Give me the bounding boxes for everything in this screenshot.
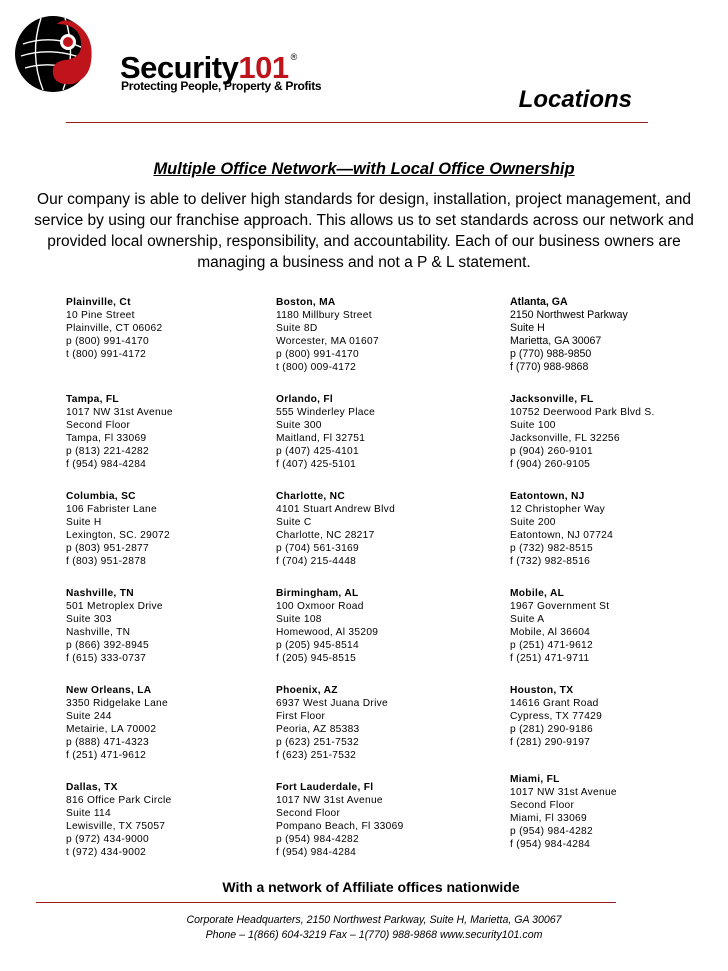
office-detail-line: 100 Oxmoor Road [276,601,364,612]
brand-tagline: Protecting People, Property & Profits [121,79,322,93]
office-name: New Orleans, LA [66,685,152,696]
office-detail-line: p (623) 251-7532 [276,737,359,748]
title-divider [66,122,648,123]
office-detail-line: p (866) 392-8945 [66,640,149,651]
affiliate-tagline: With a network of Affiliate offices nationwide [222,879,520,895]
office-name: Phoenix, AZ [276,685,338,696]
office-detail-line: Second Floor [276,808,341,819]
office-detail-line: 10752 Deerwood Park Blvd S. [510,407,655,418]
office-detail-line: Worcester, MA 01607 [276,336,379,347]
office-detail-line: Miami, Fl 33069 [510,813,587,824]
office-name: Plainville, Ct [66,297,131,308]
office-detail-line: t (800) 991-4172 [66,349,147,360]
office-detail-line: 501 Metroplex Drive [66,601,163,612]
office-detail-line: 1967 Government St [510,601,610,612]
office-detail-line: Suite 300 [276,420,322,431]
office-detail-line: 1017 NW 31st Avenue [510,787,617,798]
office-detail-line: Suite 303 [66,614,112,625]
office-detail-line: p (803) 951-2877 [66,543,149,554]
office-detail-line: Suite H [66,517,102,528]
office-detail-line: f (904) 260-9105 [510,459,591,470]
office-detail-line: f (954) 984-4284 [66,459,147,470]
office-detail-line: Maitland, Fl 32751 [276,433,366,444]
office-detail-line: p (954) 984-4282 [276,834,359,845]
office-location [66,393,173,471]
office-detail-line: Suite 114 [66,808,111,819]
office-detail-line: Jacksonville, FL 32256 [510,433,620,444]
brand-name-number: 101 [238,50,289,85]
office-detail-line: Marietta, GA 30067 [510,335,602,347]
office-location [66,684,168,762]
office-detail-line: Tampa, Fl 33069 [66,433,147,444]
office-detail-line: Peoria, AZ 85383 [276,724,360,735]
office-detail-line: 816 Office Park Circle [66,795,172,806]
office-detail-line: f (954) 984-4284 [276,847,357,858]
office-location [66,781,172,859]
office-location [276,393,375,471]
office-detail-line: 106 Fabrister Lane [66,504,157,515]
office-name: Dallas, TX [66,782,118,793]
office-detail-line: f (407) 425-5101 [276,459,357,470]
office-detail-line: p (281) 290-9186 [510,724,593,735]
office-detail-line: 2150 Northwest Parkway [510,309,628,321]
office-detail-line: Suite 100 [510,420,556,431]
office-name: Birmingham, AL [276,588,359,599]
office-detail-line: p (813) 221-4282 [66,446,149,457]
office-location [276,587,378,665]
office-detail-line: Charlotte, NC 28217 [276,530,375,541]
office-detail-line: Suite 200 [510,517,556,528]
office-name: Jacksonville, FL [510,394,594,405]
brand-logo [13,14,322,94]
office-name: Columbia, SC [66,491,136,502]
office-name: Mobile, AL [510,588,565,599]
page-title: Locations [518,86,632,113]
office-detail-line: p (407) 425-4101 [276,446,359,457]
office-name: Houston, TX [510,685,574,696]
office-detail-line: f (205) 945-8515 [276,653,357,664]
office-detail-line: f (251) 471-9612 [66,750,147,761]
office-detail-line: First Floor [276,711,326,722]
office-location [276,490,395,568]
brand-name-word: Security [120,50,239,85]
office-detail-line: Second Floor [510,800,575,811]
office-name: Atlanta, GA [510,296,568,308]
office-detail-line: f (704) 215-4448 [276,556,357,567]
office-detail-line: f (623) 251-7532 [276,750,357,761]
office-detail-line: f (954) 984-4284 [510,839,591,850]
office-detail-line: Mobile, Al 36604 [510,627,591,638]
office-detail-line: 6937 West Juana Drive [276,698,389,709]
office-detail-line: Pompano Beach, Fl 33069 [276,821,404,832]
office-detail-line: f (615) 333-0737 [66,653,147,664]
office-detail-line: f (732) 982-8516 [510,556,591,567]
office-detail-line: Eatontown, NJ 07724 [510,530,614,541]
office-detail-line: Suite 8D [276,323,318,334]
office-detail-line: 1180 Millbury Street [276,310,372,321]
office-detail-line: 14616 Grant Road [510,698,599,709]
office-detail-line: 4101 Stuart Andrew Blvd [276,504,396,515]
office-detail-line: Second Floor [66,420,131,431]
office-detail-line: Suite 108 [276,614,322,625]
office-detail-line: p (205) 945-8514 [276,640,359,651]
office-detail-line: 3350 Ridgelake Lane [66,698,168,709]
office-detail-line: t (800) 009-4172 [276,362,357,373]
office-detail-line: Lexington, SC. 29072 [66,530,170,541]
office-detail-line: Homewood, Al 35209 [276,627,379,638]
office-detail-line: p (888) 471-4323 [66,737,149,748]
office-detail-line: Lewisville, TX 75057 [66,821,166,832]
office-detail-line: p (800) 991-4170 [276,349,359,360]
office-detail-line: Suite H [510,322,545,334]
office-name: Fort Lauderdale, Fl [276,782,374,793]
office-detail-line: Nashville, TN [66,627,131,638]
headquarters-address: Corporate Headquarters, 2150 Northwest Parkway, Suite H, Marietta, GA 30067 [186,914,562,926]
office-detail-line: p (800) 991-4170 [66,336,149,347]
office-location [510,393,655,471]
headquarters-contact: Phone – 1(866) 604-3219 Fax – 1(770) 988-9868 www.security101.com [205,929,543,941]
office-detail-line: p (972) 434-9000 [66,834,149,845]
registered-mark: ® [290,52,297,62]
office-detail-line: p (704) 561-3169 [276,543,359,554]
office-detail-line: p (954) 984-4282 [510,826,593,837]
office-name: Nashville, TN [66,588,134,599]
office-detail-line: 1017 NW 31st Avenue [276,795,383,806]
footer-divider [36,902,616,903]
office-location [66,587,163,665]
office-name: Charlotte, NC [276,491,345,502]
office-detail-line: Suite C [276,517,312,528]
office-location [510,296,628,374]
office-detail-line: 555 Winderley Place [276,407,376,418]
office-detail-line: p (251) 471-9612 [510,640,593,651]
intro-paragraph: Our company is able to deliver high standards for design, installation, project management, and service by using our franchise approach. This allows us to set standards across our network and provided local ownership, responsibility, and accountability. Each of our business owners are managing a business and not a P & L statement. [34,191,694,271]
office-location [510,773,617,851]
office-detail-line: p (732) 982-8515 [510,543,593,554]
office-name: Miami, FL [510,774,560,785]
section-subtitle [0,160,728,179]
office-location [276,296,379,374]
office-detail-line: Suite 244 [66,711,112,722]
office-detail-line: f (251) 471-9711 [510,653,590,664]
office-name: Boston, MA [276,297,336,308]
security101-globe-logo-icon [13,14,97,94]
office-detail-line: f (770) 988-9868 [510,361,589,373]
office-location [510,490,613,568]
office-location [276,684,388,762]
office-detail-line: f (281) 290-9197 [510,737,591,748]
office-name: Eatontown, NJ [510,491,585,502]
office-detail-line: t (972) 434-9002 [66,847,147,858]
office-detail-line: 10 Pine Street [66,310,135,321]
office-detail-line: Cypress, TX 77429 [510,711,603,722]
office-detail-line: Suite A [510,614,545,625]
office-detail-line: f (803) 951-2878 [66,556,147,567]
office-name: Orlando, Fl [276,394,334,405]
section-subtitle-text: Multiple Office Network—with Local Office Ownership [153,160,575,178]
office-name: Tampa, FL [66,394,119,405]
office-detail-line: Metairie, LA 70002 [66,724,157,735]
office-detail-line: p (770) 988-9850 [510,348,592,360]
office-location [510,587,609,665]
office-detail-line: p (904) 260-9101 [510,446,593,457]
office-location [276,781,404,859]
office-detail-line: 1017 NW 31st Avenue [66,407,173,418]
office-detail-line: Plainville, CT 06062 [66,323,163,334]
office-location [66,490,170,568]
office-location [510,684,602,749]
office-location [66,296,162,361]
office-detail-line: 12 Christopher Way [510,504,606,515]
